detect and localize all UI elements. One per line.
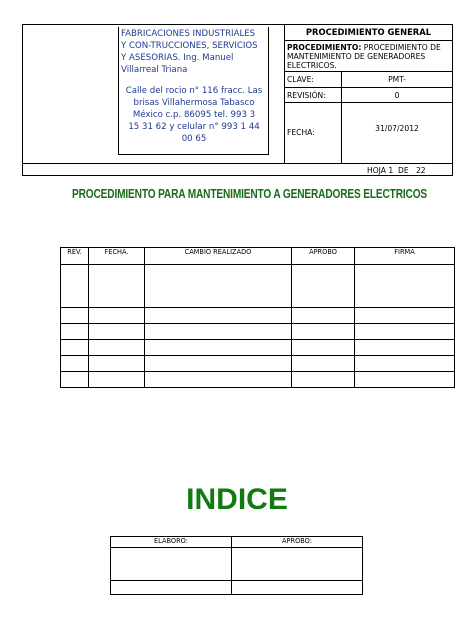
- cell-firma: [355, 356, 455, 372]
- cell-rev: [61, 324, 89, 340]
- cell-cambio: [145, 340, 292, 356]
- cell-aprobo: [292, 324, 355, 340]
- table-row: [61, 265, 455, 308]
- signature-row: [111, 548, 363, 581]
- revision-label: REVISIÓN:: [287, 91, 326, 100]
- fecha-value: 31/07/2012: [375, 124, 419, 133]
- company-address: Calle del rocio n° 116 fracc. Las brisas Villahermosa Tabasco México c.p. 86095 tel. 993 3 15 31 62 y celular n° 993 1 44 00 65: [125, 86, 263, 144]
- elaboro-signature-field: [111, 548, 232, 581]
- cell-aprobo: [292, 308, 355, 324]
- revision-table: [60, 247, 455, 388]
- company-name: FABRICACIONES INDUSTRIALES Y CON-TRUCCIONES, SERVICIOS Y ASESORIAS. Ing. Manuel Villarreal Triana: [121, 29, 258, 75]
- elaboro-name-field: [111, 581, 232, 595]
- procedure-label: PROCEDIMIENTO:: [287, 43, 362, 52]
- elaboro-label: ELABORO:: [111, 537, 232, 548]
- col-header-fecha: FECHA.: [89, 248, 145, 265]
- cell-rev: [61, 372, 89, 388]
- cell-cambio: [145, 372, 292, 388]
- col-header-rev: REV.: [61, 248, 89, 265]
- cell-fecha: [89, 372, 145, 388]
- revision-value: 0: [394, 91, 400, 100]
- cell-firma: [355, 324, 455, 340]
- cell-rev: [61, 265, 89, 308]
- col-header-cambio: CAMBIO REALIZADO: [145, 248, 292, 265]
- aprobo-signature-field: [232, 548, 363, 581]
- clave-value: PMT-: [388, 75, 406, 84]
- fecha-label: FECHA:: [287, 128, 315, 137]
- clave-label: CLAVE:: [287, 75, 314, 84]
- page-counter: HOJA 1 DE 22: [367, 166, 426, 175]
- cell-aprobo: [292, 372, 355, 388]
- doc-type: PROCEDIMIENTO GENERAL: [305, 27, 432, 37]
- table-row: [61, 372, 455, 388]
- signature-row: [111, 581, 363, 595]
- procedure-value: PROCEDIMIENTO DE MANTENIMIENTO DE GENERADORES ELECTRICOS.: [287, 43, 441, 70]
- col-header-aprobo: APROBO: [292, 248, 355, 265]
- cell-firma: [355, 308, 455, 324]
- cell-aprobo: [292, 340, 355, 356]
- cell-fecha: [89, 324, 145, 340]
- cell-rev: [61, 308, 89, 324]
- table-row: [61, 308, 455, 324]
- cell-fecha: [89, 308, 145, 324]
- procedure-field: [287, 43, 451, 70]
- table-row: [61, 356, 455, 372]
- col-header-firma: FIRMA: [355, 248, 455, 265]
- cell-rev: [61, 340, 89, 356]
- cell-cambio: [145, 265, 292, 308]
- cell-fecha: [89, 340, 145, 356]
- cell-cambio: [145, 356, 292, 372]
- cell-firma: [355, 265, 455, 308]
- signature-header-row: [111, 537, 363, 548]
- cell-cambio: [145, 324, 292, 340]
- section-heading-indice: INDICE: [186, 483, 288, 516]
- table-row: [61, 340, 455, 356]
- revision-header-row: [61, 248, 455, 265]
- signature-table: [110, 536, 363, 595]
- cell-firma: [355, 372, 455, 388]
- cell-firma: [355, 340, 455, 356]
- table-row: [61, 324, 455, 340]
- cell-cambio: [145, 308, 292, 324]
- company-info: [121, 28, 267, 145]
- document-title: PROCEDIMIENTO PARA MANTENIMIENTO A GENERADORES ELECTRICOS: [72, 186, 428, 201]
- cell-fecha: [89, 356, 145, 372]
- cell-aprobo: [292, 356, 355, 372]
- cell-fecha: [89, 265, 145, 308]
- aprobo-label: APROBO:: [232, 537, 363, 548]
- cell-rev: [61, 356, 89, 372]
- aprobo-name-field: [232, 581, 363, 595]
- cell-aprobo: [292, 265, 355, 308]
